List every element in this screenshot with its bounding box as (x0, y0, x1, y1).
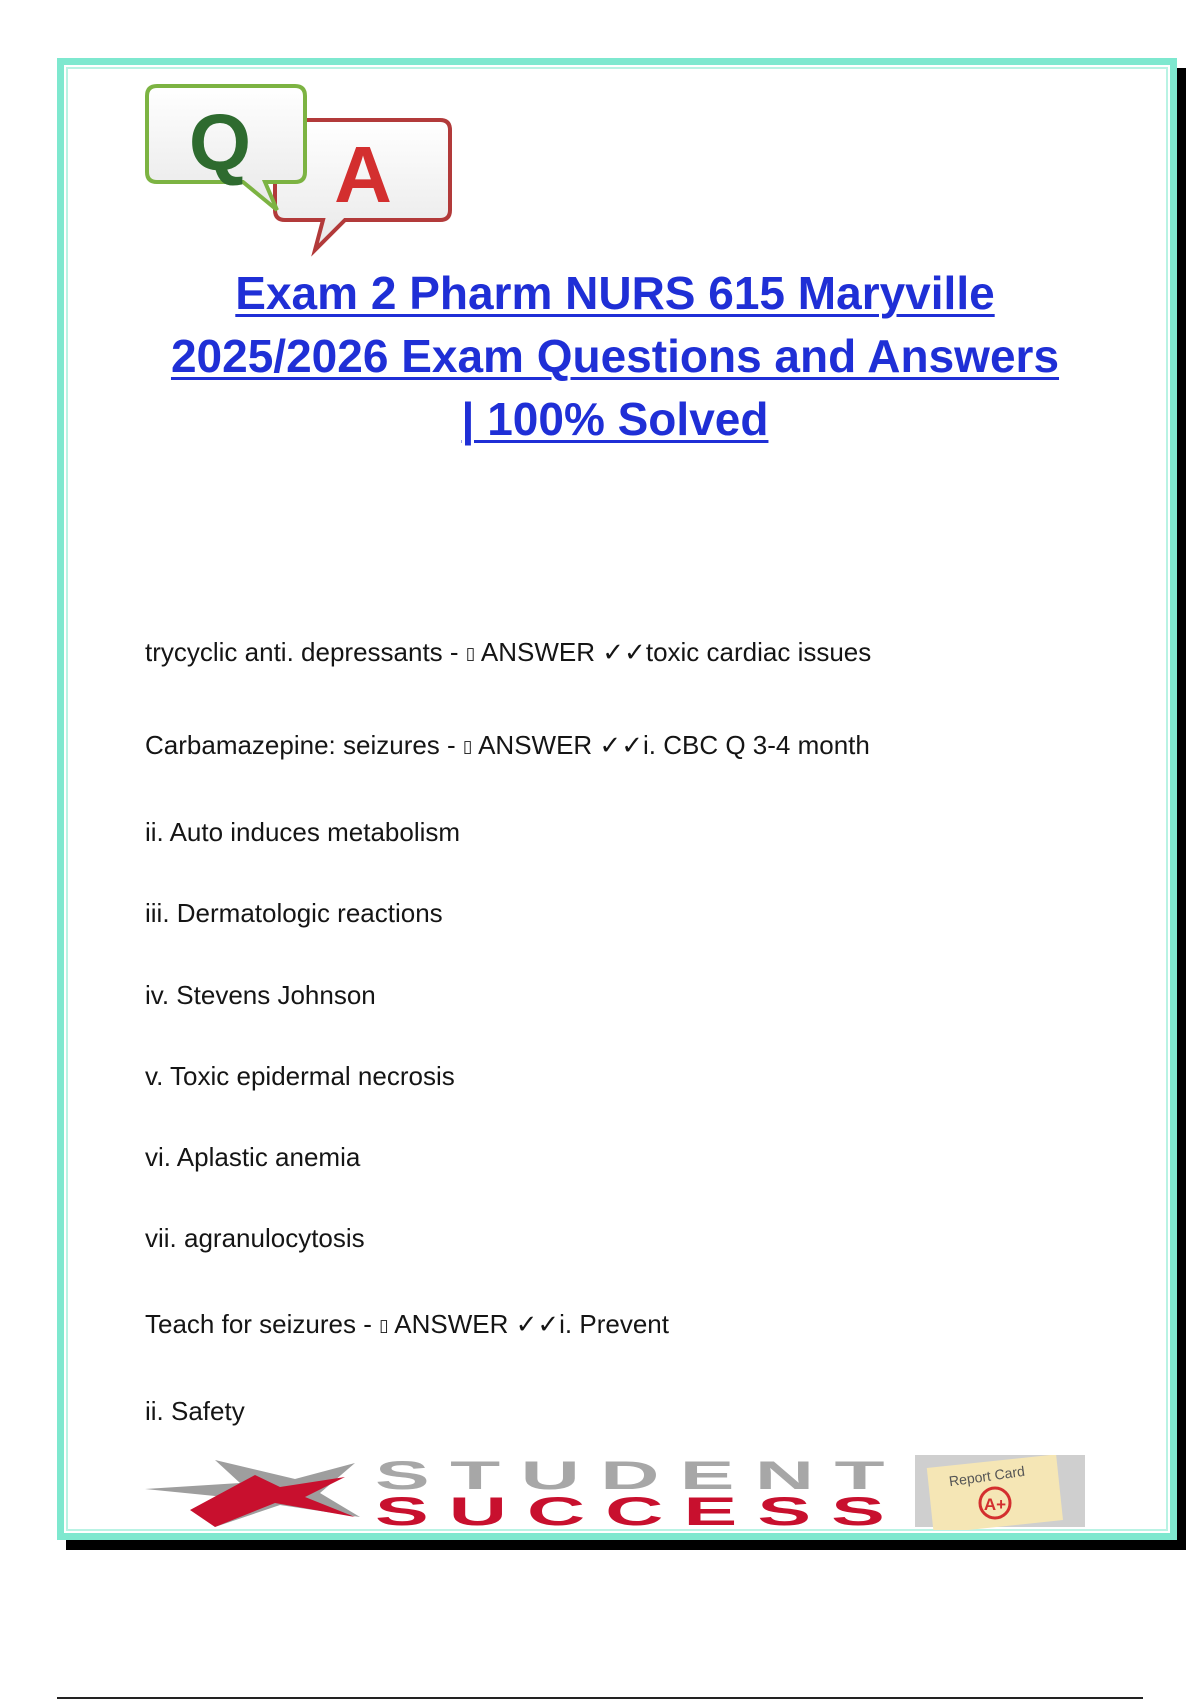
question-text: ii. Safety (145, 1396, 245, 1426)
answer-text: ANSWER ✓✓toxic cardiac issues (475, 637, 872, 667)
question-text: Teach for seizures - (145, 1309, 380, 1339)
qa-line (145, 636, 871, 672)
qa-line (145, 816, 460, 848)
a-letter: A (334, 130, 392, 219)
qa-line (145, 1395, 245, 1427)
question-text: vii. agranulocytosis (145, 1223, 365, 1253)
title-line-2[interactable]: 2025/2026 Exam Questions and Answers (170, 330, 1060, 382)
placeholder-box-icon: ▯ (462, 737, 473, 757)
placeholder-box-icon: ▯ (379, 1316, 389, 1336)
report-card-icon (915, 1455, 1085, 1530)
qa-line (145, 897, 443, 929)
title-line-3[interactable]: | 100% Solved (461, 393, 769, 445)
q-letter: Q (188, 98, 252, 187)
question-text: v. Toxic epidermal necrosis (145, 1061, 455, 1091)
qa-line (145, 979, 376, 1011)
qa-line (145, 729, 870, 765)
success-word: SUCCESS (375, 1490, 905, 1530)
question-text: ii. Auto induces metabolism (145, 817, 461, 847)
student-word: STUDENT (375, 1455, 905, 1498)
grade-text: A+ (983, 1495, 1007, 1514)
student-success-logo (145, 1455, 1085, 1530)
question-text: vi. Aplastic anemia (145, 1142, 361, 1172)
answer-text: ANSWER ✓✓i. CBC Q 3-4 month (472, 730, 870, 760)
qa-line (145, 1308, 669, 1344)
report-card-text: Report Card (947, 1462, 1026, 1490)
answer-text: ANSWER ✓✓i. Prevent (388, 1309, 669, 1339)
qa-logo (145, 80, 455, 265)
question-text: iii. Dermatologic reactions (145, 898, 443, 928)
question-text: trycyclic anti. depressants - (145, 637, 466, 667)
document-title[interactable] (120, 262, 1110, 451)
question-text: Carbamazepine: seizures - (145, 730, 463, 760)
qa-line (145, 1222, 365, 1254)
placeholder-box-icon: ▯ (465, 644, 476, 664)
qa-line (145, 1060, 455, 1092)
question-text: iv. Stevens Johnson (145, 980, 376, 1010)
bottom-rule (57, 1697, 1143, 1699)
qa-line (145, 1141, 360, 1173)
title-line-1[interactable]: Exam 2 Pharm NURS 615 Maryville (235, 267, 995, 319)
star-swoosh-icon (145, 1460, 360, 1527)
